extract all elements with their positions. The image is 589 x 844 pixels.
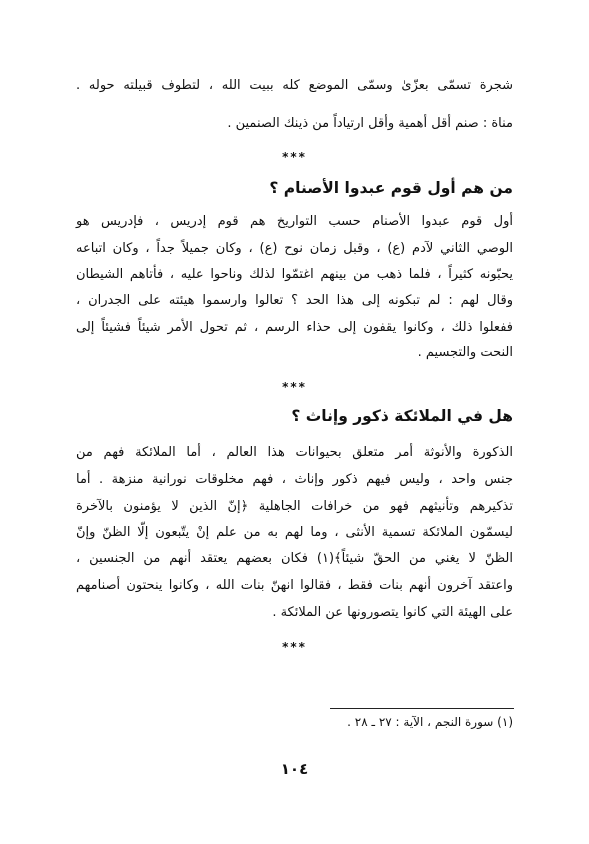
section-2-line-6: واعتقد آخرون أنهم بنات فقط ، فقالوا انهنّ بنات الله ، وكانوا ينحتون أصنامهم <box>76 578 513 593</box>
section-1-heading: من هم أول قوم عبدوا الأصنام ؟ <box>269 179 513 197</box>
section-1-line-1: أول قوم عبدوا الأصنام حسب التواريخ هم قوم إدريس ، فإدريس هو <box>76 214 513 229</box>
section-1-line-5: ففعلوا ذلك ، وكانوا يقفون إلى حذاء الرسم ، ثم تحول الأمر شيئاً فشيئاً إلى <box>76 320 513 335</box>
section-2-line-4: ليسمّون الملائكة تسمية الأنثى ، وما لهم به من علم إنْ يتّبعون إلّا الظنّ وإنّ <box>76 525 513 540</box>
top-paragraph-line-1: شجرة تسمّى بعزّىٰ وسمّى الموضع كله ببيت الله ، لتطوف قبيلته حوله . <box>76 78 513 93</box>
page-number: ١٠٤ <box>280 760 309 778</box>
section-2-line-7: على الهيئة التي كانوا يتصورونها عن الملائكة . <box>272 605 513 620</box>
separator-1: *** <box>282 150 307 164</box>
section-2-line-3: تذكيرهم وتأنيثهم فهو من خرافات الجاهلية ﴿إنّ الذين لا يؤمنون بالآخرة <box>76 499 513 514</box>
footnote-divider <box>330 708 514 709</box>
section-1-line-6: النحت والتجسيم . <box>417 345 513 360</box>
footnote: (١) سورة النجم ، الآية : ٢٧ ـ ٢٨ . <box>347 715 513 729</box>
section-2-line-5: الظنّ لا يغني من الحقّ شيئاً﴾(١) فكان بعضهم يعتقد أنهم من الجنسين ، <box>76 551 513 566</box>
section-2-line-1: الذكورة والأنوثة أمر متعلق بحيوانات هذا العالم ، أما الملائكة فهم من <box>76 445 513 460</box>
separator-2: *** <box>282 380 307 394</box>
section-1-line-4: وقال لهم : لم تبكونه إلى هذا الحد ؟ تعالوا وارسموا هيئته على الجدران ، <box>76 293 513 308</box>
top-paragraph-line-2: مناة : صنم أقل أهمية وأقل ارتياداً من ذينك الصنمين . <box>227 116 513 131</box>
separator-3: *** <box>282 640 307 654</box>
section-2-heading: هل في الملائكة ذكور وإناث ؟ <box>291 407 513 425</box>
section-2-line-2: جنس واحد ، وليس فيهم ذكور وإناث ، فهم مخلوقات نورانية منزهة . أما <box>76 472 513 487</box>
section-1-line-2: الوصي الثاني لآدم (ع) ، وقبل زمان نوح (ع) ، وكان جميلاً جداً ، وكان اتباعه <box>76 241 513 256</box>
section-1-line-3: يحبّونه كثيراً ، فلما ذهب من بينهم اغتمّوا لذلك وناحوا عليه ، فأتاهم الشيطان <box>76 267 513 282</box>
